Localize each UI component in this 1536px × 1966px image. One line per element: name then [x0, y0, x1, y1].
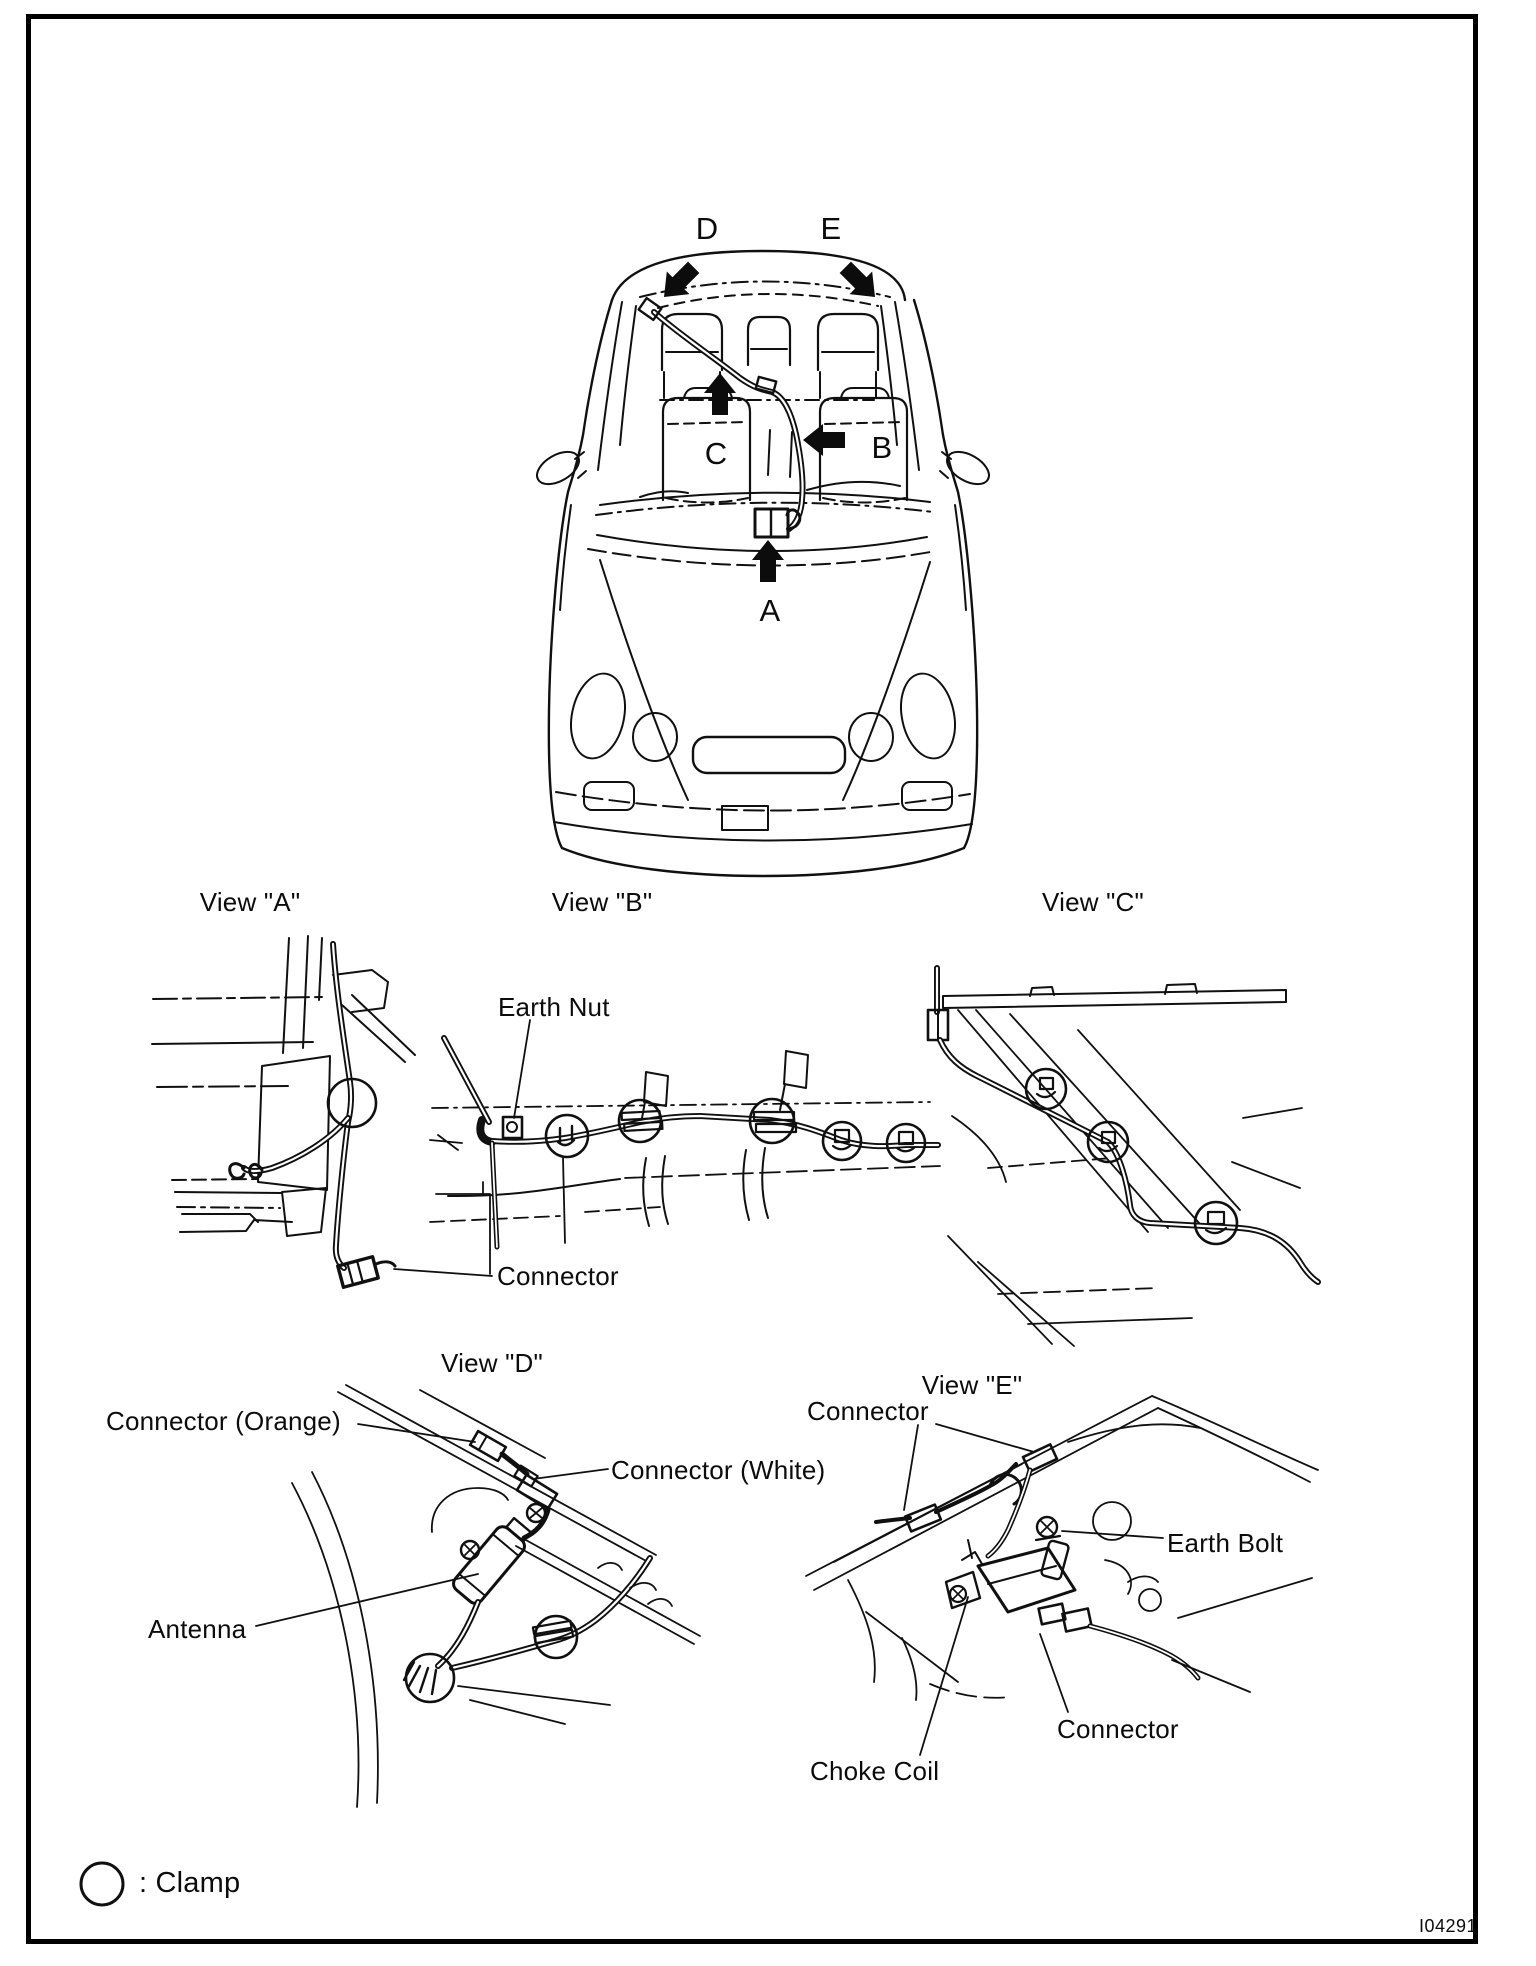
view-b-arrow-icon — [803, 424, 845, 456]
arrow-label-b: B — [871, 430, 893, 465]
view-c-art — [928, 968, 1318, 1346]
view-e-connector-bottom-label: Connector — [1057, 1714, 1179, 1744]
legend-clamp-icon — [81, 1863, 123, 1905]
arrow-label-c: C — [704, 436, 728, 471]
view-a-connector-part — [338, 1257, 378, 1288]
antenna-leader — [256, 1574, 478, 1626]
figure-code: I04291 — [1419, 1916, 1478, 1936]
choke-coil-part — [946, 1540, 1075, 1612]
earth-bolt-label: Earth Bolt — [1167, 1528, 1284, 1558]
view-c-title: View "C" — [1042, 887, 1144, 917]
view-b-title: View "B" — [551, 887, 653, 917]
car-overview-art — [532, 251, 995, 876]
label-leader-lines — [256, 1020, 1163, 1755]
view-e-connector-right-part — [1023, 1444, 1057, 1471]
view-a-arrow-icon — [752, 540, 784, 582]
connector-orange-leader — [358, 1424, 475, 1442]
view-a-title: View "A" — [199, 887, 301, 917]
connector-orange-label: Connector (Orange) — [106, 1406, 341, 1436]
left-mirror — [532, 445, 586, 491]
earth-bolt-leader — [1062, 1531, 1163, 1538]
view-a-connector-label: Connector — [497, 1261, 619, 1291]
antenna-label: Antenna — [148, 1614, 247, 1644]
antenna-part — [450, 1514, 535, 1606]
connector-white-label: Connector (White) — [611, 1455, 826, 1485]
earth-nut-part — [503, 1117, 522, 1138]
right-mirror — [940, 445, 994, 491]
view-b-art — [430, 1038, 940, 1247]
arrow-label-a: A — [759, 593, 781, 628]
connector-white-leader — [533, 1469, 608, 1479]
earth-nut-label: Earth Nut — [498, 992, 610, 1022]
view-e-arrow-icon — [834, 256, 886, 308]
view-e-connector-bottom-leader — [1040, 1634, 1068, 1712]
view-d-title: View "D" — [441, 1348, 543, 1378]
arrow-label-d: D — [695, 211, 719, 246]
legend-clamp-label: : Clamp — [139, 1867, 241, 1899]
choke-coil-label: Choke Coil — [810, 1756, 940, 1786]
view-e-title: View "E" — [921, 1370, 1023, 1400]
earth-nut-leader — [514, 1020, 530, 1118]
choke-coil-leader — [920, 1597, 968, 1755]
earth-bolt-part — [1036, 1517, 1060, 1540]
view-a-art — [152, 936, 492, 1287]
view-e-connector-top-label: Connector — [807, 1396, 929, 1426]
view-d-art — [292, 1385, 700, 1807]
arrow-label-e: E — [820, 211, 842, 246]
